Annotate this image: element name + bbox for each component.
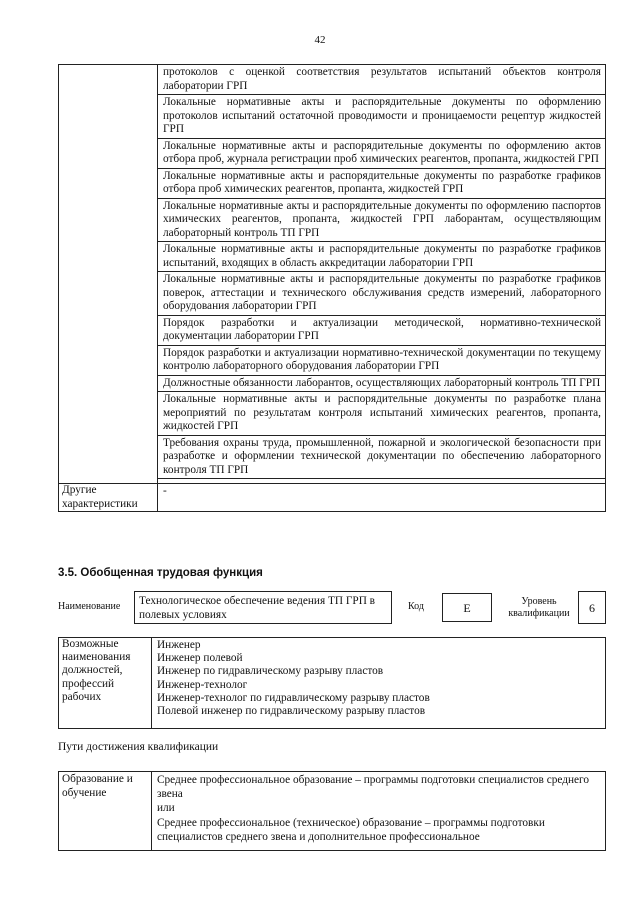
list-item: Инженер <box>157 639 201 651</box>
table-label-cell <box>59 65 158 484</box>
table-row <box>59 638 606 729</box>
table-cell: Локальные нормативные акты и распорядительные документы по оформлению актов отбора проб, журнала регистрации проб химических реагентов, пропанта, жидкостей ГРП <box>158 138 606 168</box>
list-item: Инженер-технолог <box>157 678 248 691</box>
table-cell: Порядок разработки и актуализации методической, нормативно-технической документации лаборатории ГРП <box>158 315 606 345</box>
list-item: Инженер-технолог по гидравлическому разрыву пластов <box>157 691 430 704</box>
level-value: 6 <box>578 591 606 624</box>
education-line: Среднее профессиональное (техническое) образование – программы подготовки специалистов среднего звена и дополнительное профессиональное <box>157 816 545 843</box>
education-table <box>58 771 606 851</box>
table-cell: Локальные нормативные акты и распорядительные документы по разработке графиков испытаний, входящих в область аккредитации лаборатории ГРП <box>158 242 606 272</box>
table-row <box>59 772 606 851</box>
table-row <box>59 484 606 512</box>
code-value: E <box>442 593 492 622</box>
level-label: Уровень квалификации <box>508 596 570 619</box>
page-number: 42 <box>314 34 326 46</box>
other-characteristics-value: - <box>158 484 606 512</box>
table-row <box>59 65 606 95</box>
positions-table <box>58 637 606 729</box>
name-value: Технологическое обеспечение ведения ТП ГРП в полевых условиях <box>134 591 392 624</box>
list-item: Инженер по гидравлическому разрыву пластов <box>157 665 384 678</box>
education-or: или <box>157 802 175 815</box>
table-cell: Локальные нормативные акты и распорядительные документы по разработке графиков поверок, аттестации и технического обслуживания средств измерений, лабораторного оборудования лаборатории ГРП <box>158 272 606 316</box>
table-cell: Локальные нормативные акты и распорядительные документы по оформлению паспортов химических реагентов, пропанта, жидкостей ГРП лаборантам, осуществляющим лабораторный контроль ТП ГРП <box>158 198 606 242</box>
table-cell: Локальные нормативные акты и распорядительные документы по разработке плана мероприятий по результатам контроля испытаний химических реагентов, пропанта, жидкостей ГРП <box>158 392 606 436</box>
paths-title: Пути достижения квалификации <box>58 741 219 753</box>
other-characteristics-label: Другие характеристики <box>59 484 158 512</box>
name-label: Наименование <box>58 601 121 612</box>
positions-list <box>152 638 606 729</box>
table-cell: Порядок разработки и актуализации нормативно-технической документации по текущему контролю лабораторного оборудования лаборатории ГРП <box>158 345 606 375</box>
section-title: 3.5. Обобщенная трудовая функция <box>58 567 263 579</box>
positions-label: Возможные наименования должностей, профессий рабочих <box>59 638 152 729</box>
list-item: Инженер полевой <box>157 652 243 665</box>
table-cell: протоколов с оценкой соответствия результатов испытаний объектов контроля лаборатории ГРП <box>158 65 606 95</box>
list-item: Полевой инженер по гидравлическому разрыву пластов <box>157 705 426 718</box>
knowledge-table <box>58 64 606 512</box>
code-label: Код <box>408 601 424 612</box>
education-label: Образование и обучение <box>59 772 152 851</box>
table-cell: Требования охраны труда, промышленной, пожарной и экологической безопасности при разработке и оформлении технической документации по обеспечению лабораторного контроля ТП ГРП <box>158 435 606 479</box>
education-value <box>152 772 606 851</box>
table-cell: Локальные нормативные акты и распорядительные документы по оформлению протоколов испытаний остаточной проводимости и проницаемости рецептур жидкостей ГРП <box>158 95 606 139</box>
table-cell: Локальные нормативные акты и распорядительные документы по разработке графиков отбора проб химических реагентов, пропанта, жидкостей ГРП <box>158 168 606 198</box>
table-cell: Должностные обязанности лаборантов, осуществляющих лабораторный контроль ТП ГРП <box>158 375 606 392</box>
education-line: Среднее профессиональное образование – программы подготовки специалистов среднего звена <box>157 774 590 801</box>
